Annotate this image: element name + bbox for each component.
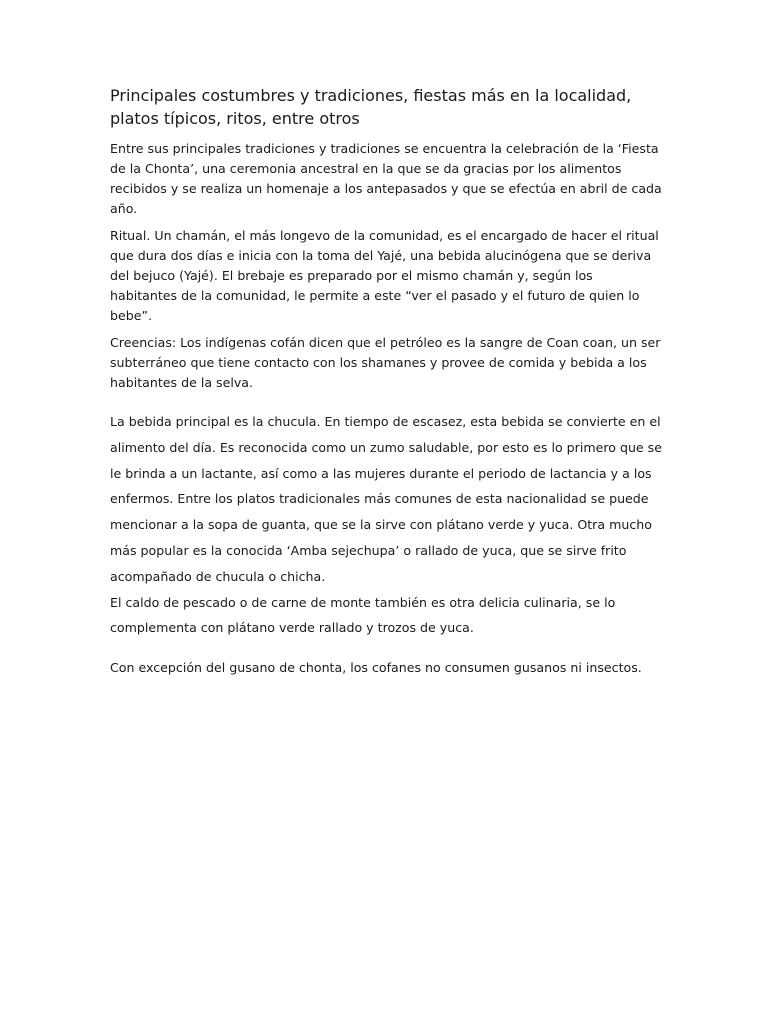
document-title: Principales costumbres y tradiciones, fiestas más en la localidad, platos típicos, ritos, entre otros: [110, 86, 632, 128]
paragraph-bebida-chucula: La bebida principal es la chucula. En tiempo de escasez, esta bebida se convierte en el alimento del día. Es reconocida como un zumo saludable, por esto es lo primero que se le brinda a un lactante, así como a las mujeres durante el periodo de lactancia y a los enfermos. Entre los platos tradicionales más comunes de esta nacionalidad se puede mencionar a la sopa de guanta, que se la sirve con plátano verde y yuca. Otra mucho más popular es la conocida ‘Amba sejechupa’ o rallado de yuca, que se sirve frito acompañado de chucula o chicha.: [110, 414, 662, 584]
paragraph-ritual: Ritual. Un chamán, el más longevo de la comunidad, es el encargado de hacer el ritual que dura dos días e inicia con la toma del Yajé, una bebida alucinógena que se deriva del bejuco (Yajé). El brebaje es preparado por el mismo chamán y, según los habitantes de la comunidad, le permite a este “ver el pasado y el futuro de quien lo bebe”.: [110, 228, 659, 323]
paragraph-fiesta-chonta: Entre sus principales tradiciones y tradiciones se encuentra la celebración de la ‘Fiesta de la Chonta’, una ceremonia ancestral en la que se da gracias por los alimentos recibidos y se realiza un homenaje a los antepasados y que se efectúa en abril de cada año.: [110, 141, 662, 216]
paragraph-creencias: Creencias: Los indígenas cofán dicen que el petróleo es la sangre de Coan coan, un ser subterráneo que tiene contacto con los shamanes y provee de comida y bebida a los habitantes de la selva.: [110, 335, 661, 390]
paragraph-gusano-chonta: Con excepción del gusano de chonta, los cofanes no consumen gusanos ni insectos.: [110, 660, 642, 676]
document-page: [110, 84, 662, 685]
paragraph-caldo-pescado: El caldo de pescado o de carne de monte también es otra delicia culinaria, se lo complementa con plátano verde rallado y trozos de yuca.: [110, 594, 616, 636]
